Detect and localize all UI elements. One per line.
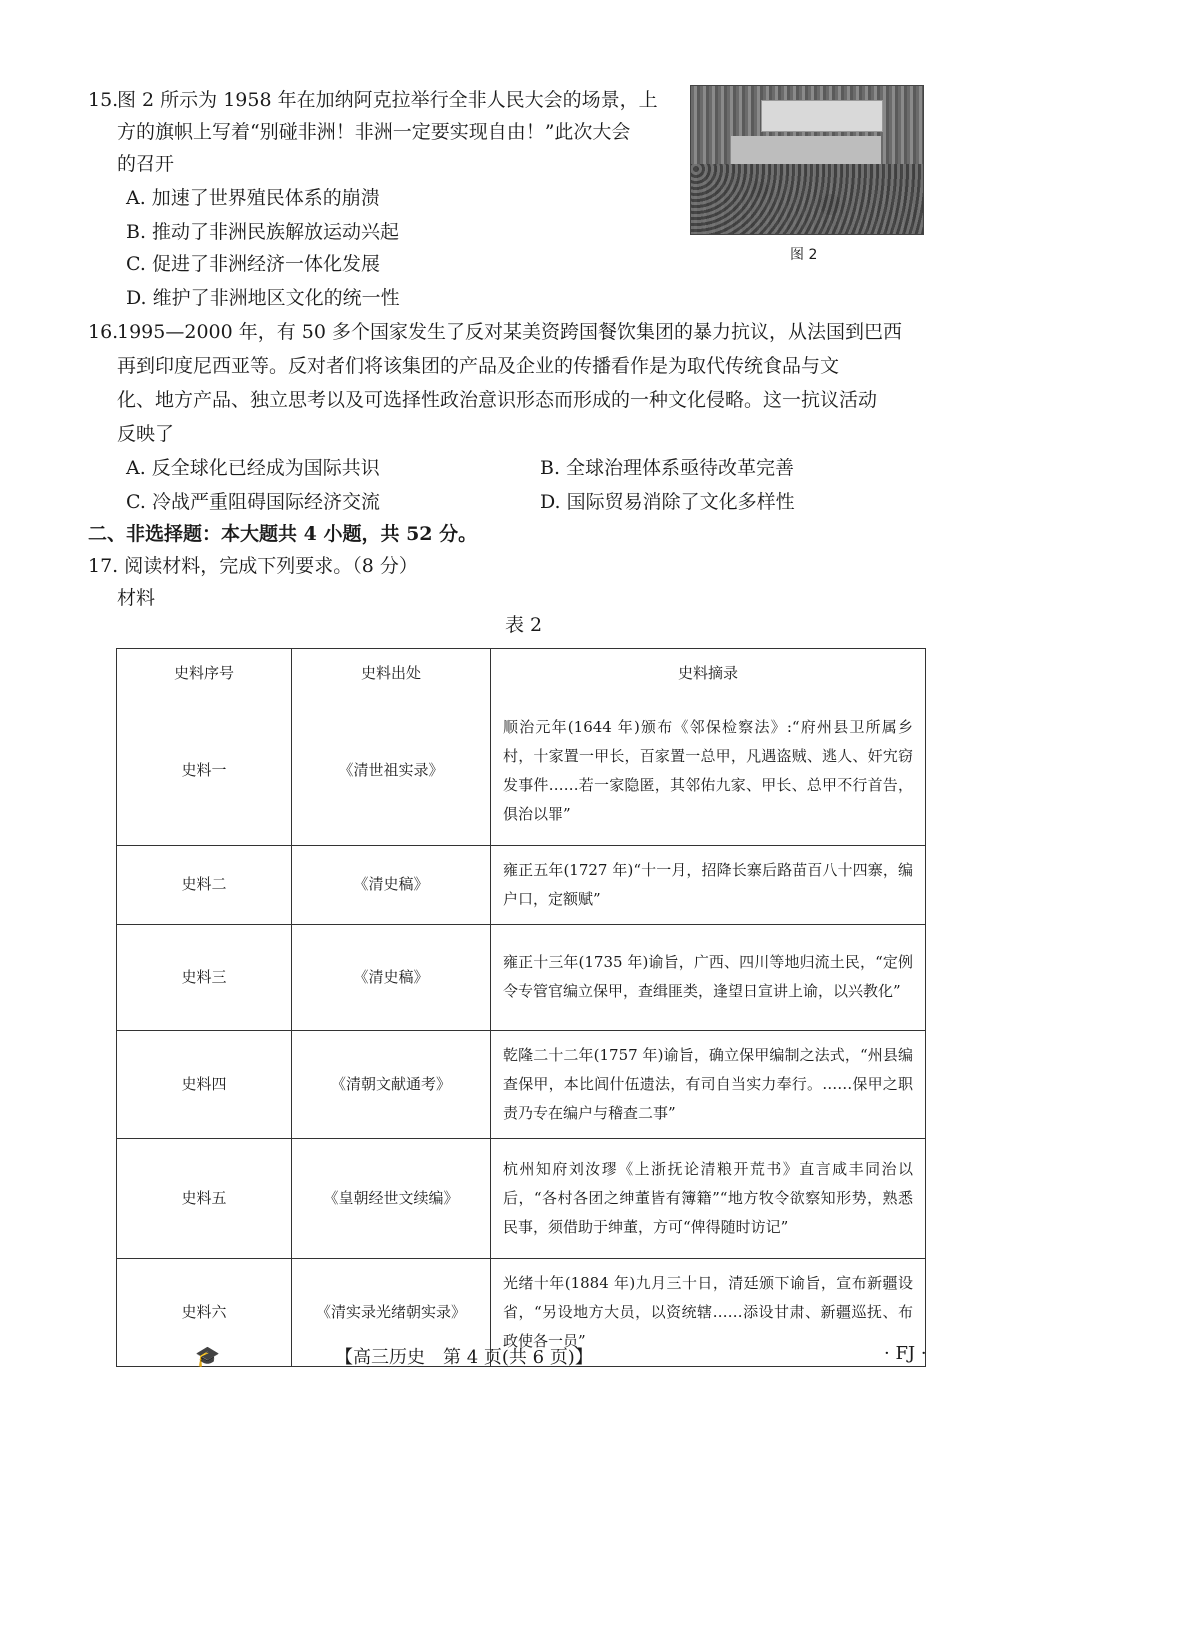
row-source: 《清史稿》: [292, 845, 491, 924]
table-2-title: 表 2: [505, 614, 543, 636]
row-excerpt: 雍正十三年(1735 年)谕旨，广西、四川等地归流土民，“定例令专管官编立保甲，查缉匪类，逢望日宣讲上谕，以兴教化”: [491, 924, 926, 1030]
table-row: [117, 697, 926, 845]
table-header-row: [117, 649, 926, 698]
table-row: [117, 845, 926, 924]
photo-stage: [731, 136, 881, 164]
row-excerpt: 光绪十年(1884 年)九月三十日，清廷颁下谕旨，宣布新疆设省，“另设地方大员，以资统辖……添设甘肃、新疆巡抚、布政使各一员”: [491, 1258, 926, 1366]
row-excerpt: 乾隆二十二年(1757 年)谕旨，确立保甲编制之法式，“州县编查保甲，本比闾什伍遗法，有司自当实力奉行。……保甲之职责乃专在编户与稽查二事”: [491, 1030, 926, 1138]
table-row: [117, 1138, 926, 1258]
q16-number: 16.: [88, 321, 119, 343]
row-source: 《清世祖实录》: [292, 697, 491, 845]
q15-stem-line-3: 的召开: [117, 153, 175, 175]
historical-sources-table: [116, 648, 926, 1367]
q16-option-c: C. 冷战严重阻碍国际经济交流: [126, 491, 380, 513]
q16-option-d: D. 国际贸易消除了文化多样性: [540, 491, 795, 513]
header-source-number: 史料序号: [117, 649, 292, 698]
row-source: 《清朝文献通考》: [292, 1030, 491, 1138]
figure-2-photo: [690, 85, 924, 235]
q15-number: 15.: [88, 89, 119, 111]
footer-region-code: · FJ ·: [884, 1343, 927, 1364]
photo-crowd: [691, 164, 923, 234]
row-excerpt: 顺治元年(1644 年)颁布《邻保检察法》:“府州县卫所属乡村，十家置一甲长，百家置一总甲，凡遇盗贼、逃人、奸宄窃发事件……若一家隐匿，其邻佑九家、甲长、总甲不行首告，俱治以罪”: [491, 697, 926, 845]
q16-stem-line-4: 反映了: [117, 423, 175, 445]
q16-stem-line-1: 1995—2000 年，有 50 多个国家发生了反对某美资跨国餐饮集团的暴力抗议，从法国到巴西: [117, 321, 903, 343]
q15-option-d: D. 维护了非洲地区文化的统一性: [126, 287, 400, 309]
header-source-excerpt: 史料摘录: [491, 649, 926, 698]
row-id: 史料二: [117, 845, 292, 924]
figure-2-caption: 图 2: [790, 247, 818, 263]
row-excerpt: 杭州知府刘汝璆《上浙抚论清粮开荒书》直言咸丰同治以后，“各村各团之绅董皆有簿籍”“地方牧令欲察知形势，熟悉民事，须借助于绅董，方可“俾得随时访记”: [491, 1138, 926, 1258]
q15-stem-line-2: 方的旗帜上写着“别碰非洲！非洲一定要实现自由！”此次大会: [117, 121, 631, 143]
row-source: 《清实录光绪朝实录》: [292, 1258, 491, 1366]
graduation-cap-icon: 🎓: [195, 1344, 220, 1368]
q15-option-a: A. 加速了世界殖民体系的崩溃: [126, 187, 380, 209]
row-id: 史料三: [117, 924, 292, 1030]
table-row: [117, 1030, 926, 1138]
row-source: 《清史稿》: [292, 924, 491, 1030]
row-excerpt: 雍正五年(1727 年)“十一月，招降长寨后路苗百八十四寨，编户口，定额赋”: [491, 845, 926, 924]
row-id: 史料四: [117, 1030, 292, 1138]
q17-material-label: 材料: [117, 587, 156, 609]
q15-stem-line-1: 图 2 所示为 1958 年在加纳阿克拉举行全非人民大会的场景，上: [117, 89, 658, 111]
header-source-origin: 史料出处: [292, 649, 491, 698]
q17-title: 17. 阅读材料，完成下列要求。（8 分）: [88, 555, 418, 577]
section-2-heading: 二、非选择题：本大题共 4 小题，共 52 分。: [88, 523, 478, 545]
table-row: [117, 924, 926, 1030]
q16-option-a: A. 反全球化已经成为国际共识: [126, 457, 380, 479]
q15-option-b: B. 推动了非洲民族解放运动兴起: [126, 221, 400, 243]
photo-banner: [761, 100, 883, 132]
row-id: 史料五: [117, 1138, 292, 1258]
q16-option-b: B. 全球治理体系亟待改革完善: [540, 457, 795, 479]
row-source: 《皇朝经世文续编》: [292, 1138, 491, 1258]
q15-option-c: C. 促进了非洲经济一体化发展: [126, 253, 380, 275]
q16-stem-line-2: 再到印度尼西亚等。反对者们将该集团的产品及企业的传播看作是为取代传统食品与文: [117, 355, 840, 377]
q16-stem-line-3: 化、地方产品、独立思考以及可选择性政治意识形态而形成的一种文化侵略。这一抗议活动: [117, 389, 878, 411]
row-id: 史料一: [117, 697, 292, 845]
row-id: 史料六: [117, 1258, 292, 1366]
footer-page-info: 【高三历史 第 4 页(共 6 页)】: [335, 1347, 593, 1368]
